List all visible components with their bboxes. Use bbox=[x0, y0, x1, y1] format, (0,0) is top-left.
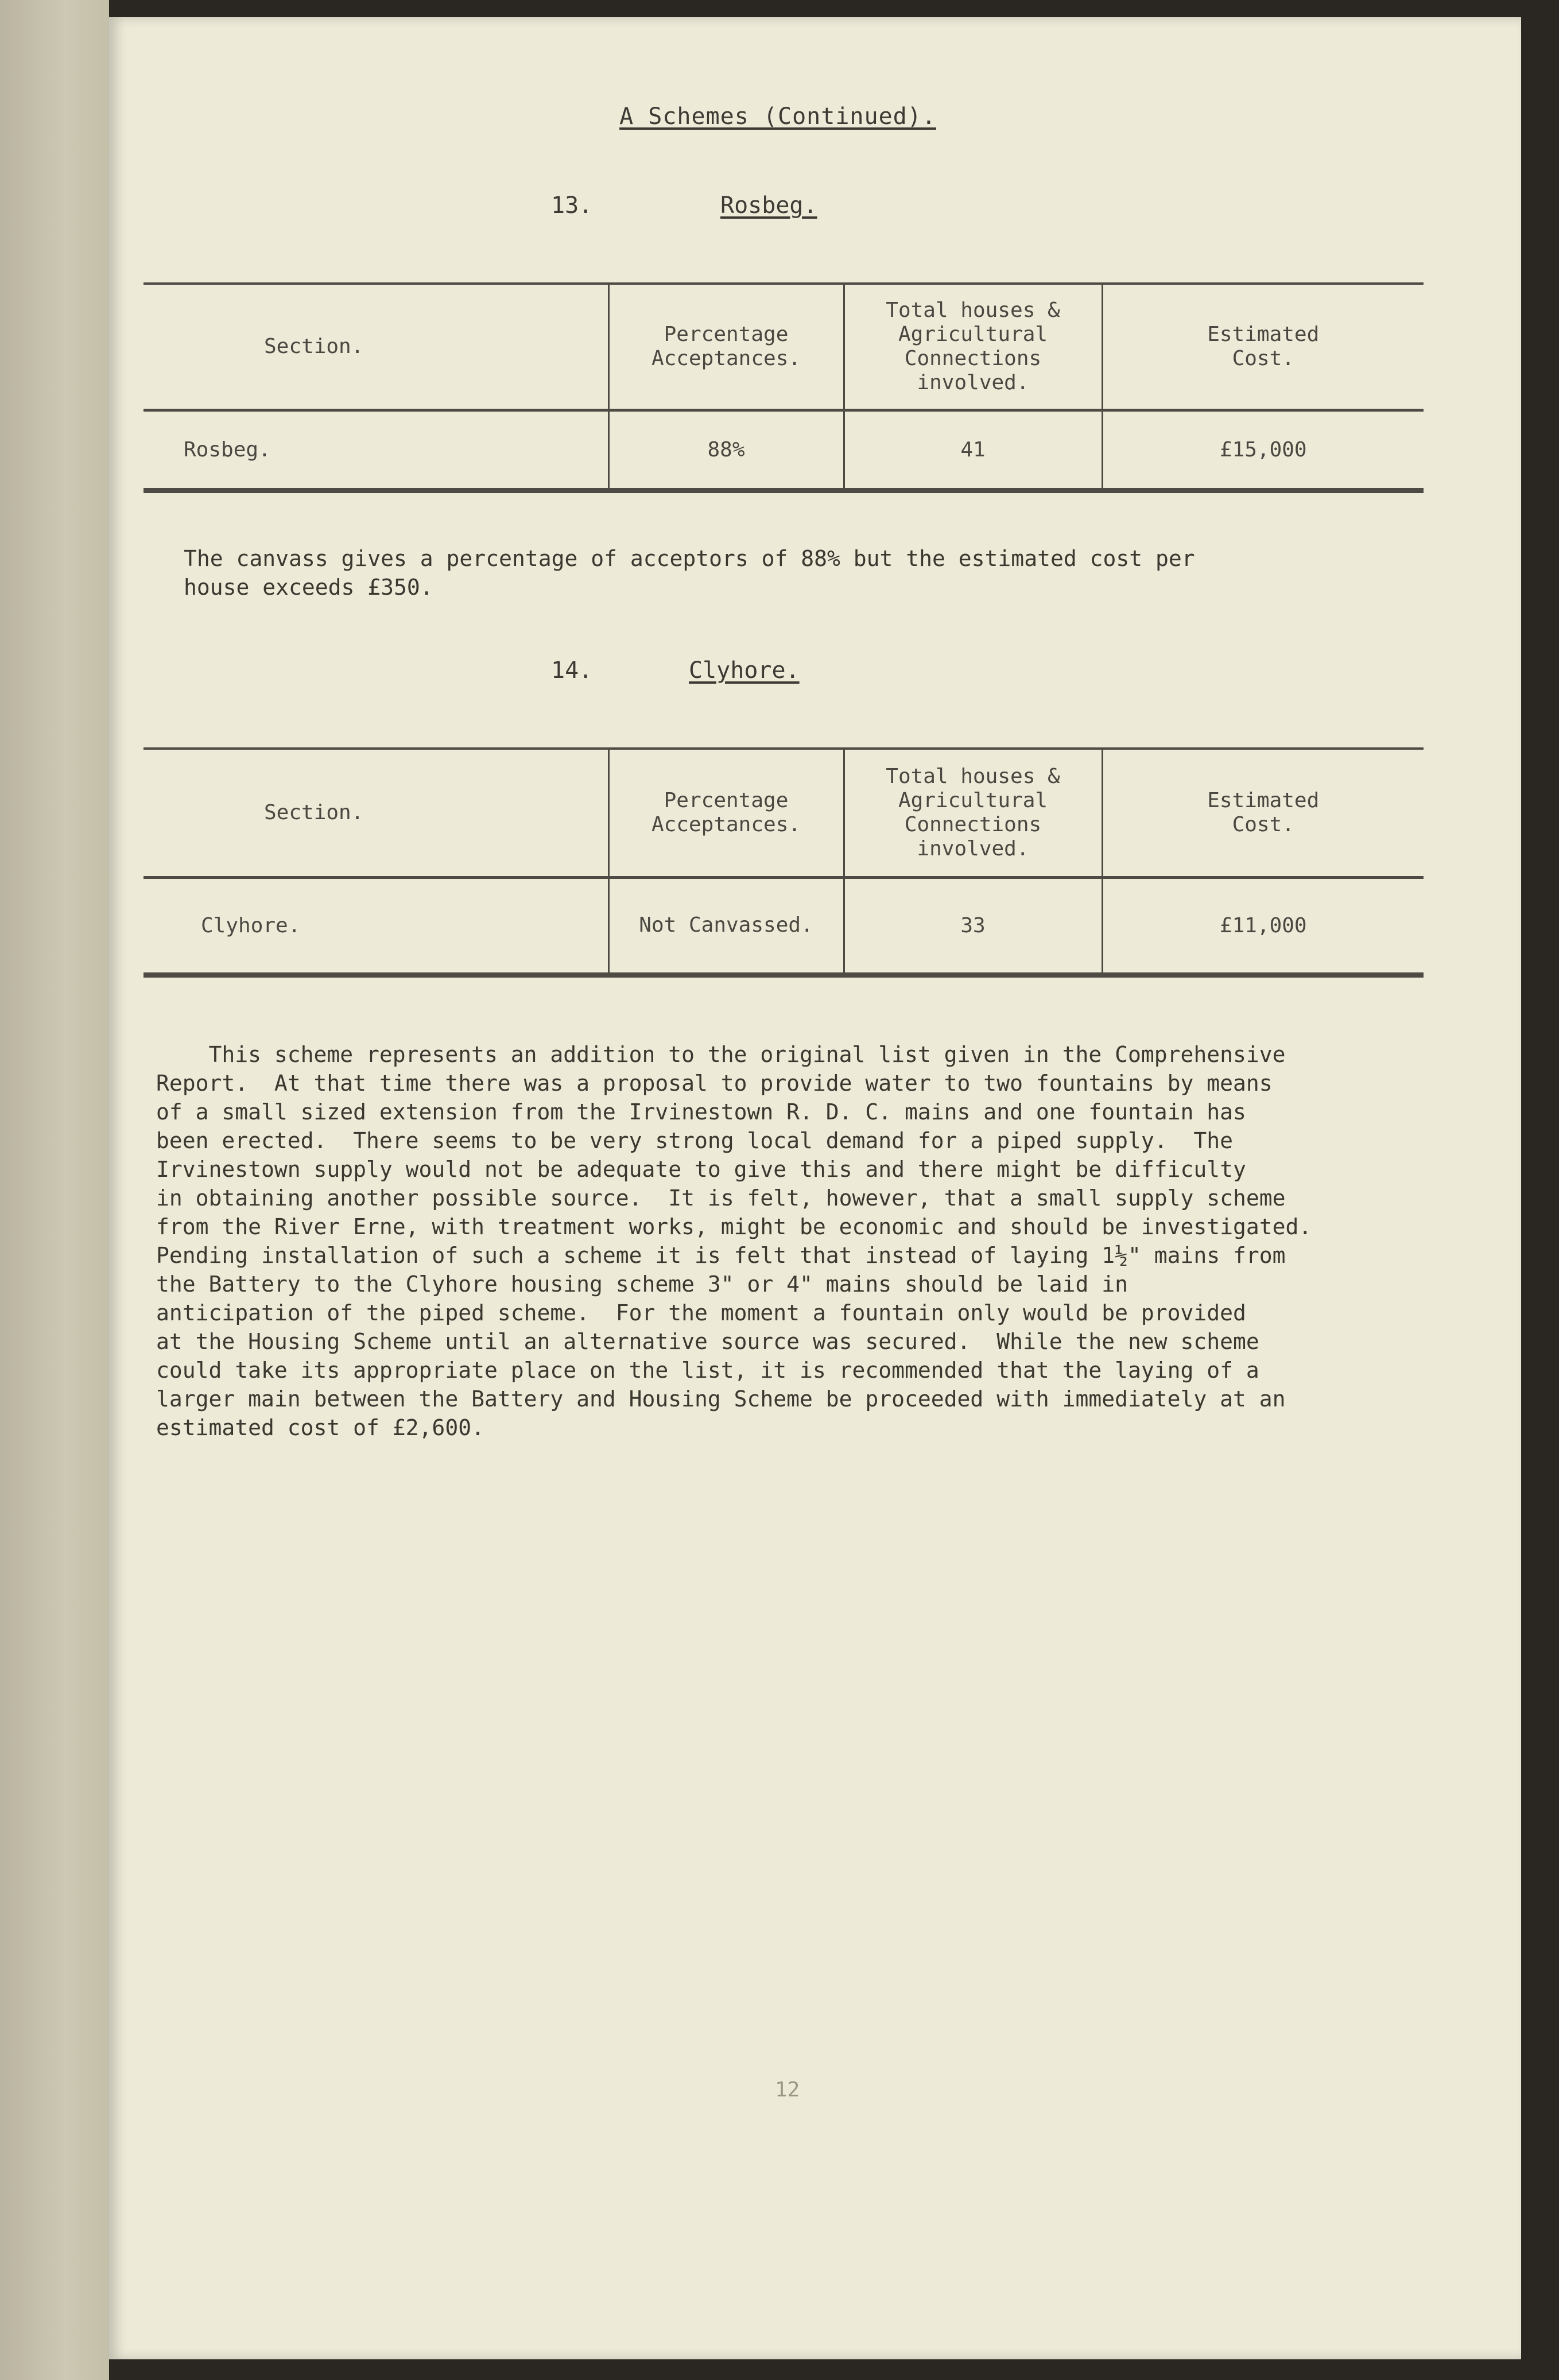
cell-cost: £15,000 bbox=[1102, 410, 1424, 490]
document-page bbox=[109, 17, 1521, 2359]
table-header-row bbox=[144, 749, 1424, 877]
col-header-acceptances: Percentage Acceptances. bbox=[608, 749, 844, 877]
col-header-section: Section. bbox=[264, 334, 364, 358]
cell-connections: 33 bbox=[844, 877, 1102, 975]
col-header-cost: Estimated Cost. bbox=[1102, 749, 1424, 877]
table-rosbeg bbox=[144, 282, 1424, 493]
col-header-acceptances: Percentage Acceptances. bbox=[608, 284, 844, 410]
cell-section: Rosbeg. bbox=[184, 437, 271, 462]
section-14-body-text: This scheme represents an addition to the original list given in the Comprehensive Report. At that time there was a proposal to provide water to two fountains by means of a small sized extension from the Irvinestown R. D. C. mains and one fountain has been erected. There seems to be very strong local demand for a piped supply. The Irvinestown supply would not be adequate to give this and there might be difficulty in obtaining another possible source. It is felt, however, that a small supply scheme from the River Erne, with treatment works, might be economic and should be investigated. Pending installation of such a scheme it is felt that instead of laying 1½" mains from the Battery to the Clyhore housing scheme 3" or 4" mains should be laid in anticipation of the piped scheme. For the moment a fountain only would be provided at the Housing Scheme until an alternative source was secured. While the new scheme could take its appropriate place on the list, it is recommended that the laying of a larger main between the Battery and Housing Scheme be proceeded with immediately at an estimated cost of £2,600. bbox=[156, 1042, 1312, 1440]
cell-acceptances: Not Canvassed. bbox=[608, 877, 844, 975]
page-header-title: A Schemes (Continued). bbox=[619, 103, 936, 130]
cell-connections: 41 bbox=[844, 410, 1102, 490]
cell-cost: £11,000 bbox=[1102, 877, 1424, 975]
table-row bbox=[144, 410, 1424, 490]
section-13-number: 13. bbox=[551, 192, 593, 219]
section-14-number: 14. bbox=[551, 657, 593, 684]
col-header-connections: Total houses & Agricultural Connections involved. bbox=[844, 749, 1102, 877]
table-clyhore bbox=[144, 747, 1424, 978]
page-header bbox=[109, 103, 1446, 130]
table-row bbox=[144, 877, 1424, 975]
page-number: 12 bbox=[775, 2078, 800, 2102]
section-13-note: The canvass gives a percentage of acceptors of 88% but the estimated cost per house exceeds £350. bbox=[184, 546, 1195, 600]
section-13-title: Rosbeg. bbox=[720, 192, 817, 219]
cell-section: Clyhore. bbox=[201, 913, 301, 937]
cell-acceptances: 88% bbox=[608, 410, 844, 490]
col-header-cost: Estimated Cost. bbox=[1102, 284, 1424, 410]
table-header-row bbox=[144, 284, 1424, 410]
section-14-title: Clyhore. bbox=[689, 657, 800, 684]
col-header-connections: Total houses & Agricultural Connections involved. bbox=[844, 284, 1102, 410]
binding-edge bbox=[0, 0, 109, 2380]
col-header-section: Section. bbox=[264, 800, 364, 824]
